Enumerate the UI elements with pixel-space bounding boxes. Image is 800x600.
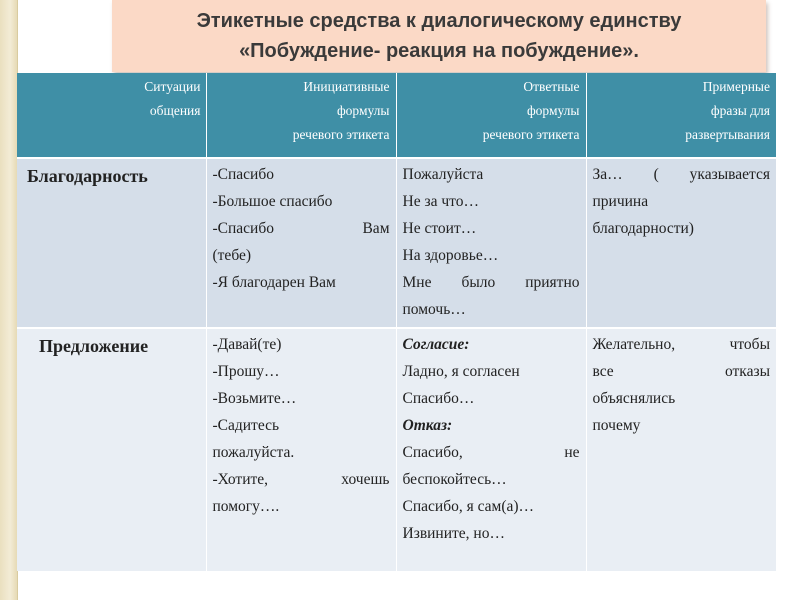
text-line: -Возьмите… bbox=[212, 390, 297, 407]
text-line: почему bbox=[592, 417, 641, 434]
header-initiative bbox=[206, 73, 396, 158]
left-decorative-strip bbox=[0, 0, 18, 600]
text-line: Мне было приятно bbox=[402, 274, 580, 291]
cell-phrases bbox=[586, 158, 776, 328]
header-text: фразы для bbox=[710, 103, 770, 118]
text-line: объяснялись bbox=[592, 390, 676, 407]
text-line: причина bbox=[592, 193, 649, 210]
text-line: Не за что… bbox=[402, 193, 479, 210]
cell-initiative bbox=[206, 158, 396, 328]
text-line: (тебе) bbox=[212, 247, 252, 264]
etiquette-table bbox=[17, 73, 776, 571]
text-line: Не стоит… bbox=[402, 220, 477, 237]
header-text: Инициативные bbox=[303, 79, 390, 94]
cell-response bbox=[396, 328, 586, 571]
cell-situation bbox=[17, 158, 206, 328]
title-line-2: «Побуждение- реакция на побуждение». bbox=[239, 40, 639, 62]
situation-label: Благодарность bbox=[27, 166, 148, 186]
header-text: Ответные bbox=[523, 79, 580, 94]
text-line: -Большое спасибо bbox=[212, 193, 333, 210]
table-header-row bbox=[17, 73, 776, 158]
header-text: речевого этикета bbox=[482, 127, 580, 142]
text-line: -Садитесь bbox=[212, 417, 280, 434]
text-line: Пожалуйста bbox=[402, 166, 484, 183]
cell-situation bbox=[17, 328, 206, 571]
text-line: беспокойтесь… bbox=[402, 471, 507, 488]
text-line: -Спасибо bbox=[212, 166, 274, 183]
text-line: -Давай(те) bbox=[212, 336, 282, 353]
text-line: пожалуйста. bbox=[212, 444, 295, 461]
text-line: Спасибо, я сам(а)… bbox=[402, 498, 535, 515]
header-text: Примерные bbox=[702, 79, 770, 94]
text-line: Желательно, чтобы bbox=[592, 336, 770, 353]
cell-response bbox=[396, 158, 586, 328]
header-text: формулы bbox=[526, 103, 580, 118]
text-line: -Прошу… bbox=[212, 363, 280, 380]
situation-label: Предложение bbox=[39, 336, 149, 356]
text-line: -Я благодарен Вам bbox=[212, 274, 336, 291]
text-line: -Спасибо Вам bbox=[212, 220, 390, 237]
text-line: На здоровье… bbox=[402, 247, 499, 264]
slide-title bbox=[112, 0, 766, 72]
header-text: речевого этикета bbox=[292, 127, 390, 142]
text-line: благодарности) bbox=[592, 220, 694, 237]
text-line: Спасибо… bbox=[402, 390, 475, 407]
header-response bbox=[396, 73, 586, 158]
text-line: Спасибо, не bbox=[402, 444, 580, 461]
header-text: Ситуации bbox=[144, 79, 201, 94]
header-situations bbox=[17, 73, 206, 158]
text-line: Извините, но… bbox=[402, 525, 505, 542]
header-text: общения bbox=[149, 103, 201, 118]
text-line: помочь… bbox=[402, 301, 466, 318]
header-text: развертывания bbox=[685, 127, 770, 142]
text-line: -Хотите, хочешь bbox=[212, 471, 390, 488]
table-row bbox=[17, 158, 776, 328]
text-line: все отказы bbox=[592, 363, 770, 380]
refusal-label: Отказ: bbox=[402, 417, 453, 434]
text-line: За… ( указывается bbox=[592, 166, 770, 183]
agreement-label: Согласие: bbox=[402, 336, 470, 353]
cell-phrases bbox=[586, 328, 776, 571]
table-row bbox=[17, 328, 776, 571]
title-line-1: Этикетные средства к диалогическому единству bbox=[196, 10, 682, 32]
text-line: Ладно, я согласен bbox=[402, 363, 520, 380]
cell-initiative bbox=[206, 328, 396, 571]
text-line: помогу…. bbox=[212, 498, 280, 515]
header-phrases bbox=[586, 73, 776, 158]
header-text: формулы bbox=[336, 103, 390, 118]
